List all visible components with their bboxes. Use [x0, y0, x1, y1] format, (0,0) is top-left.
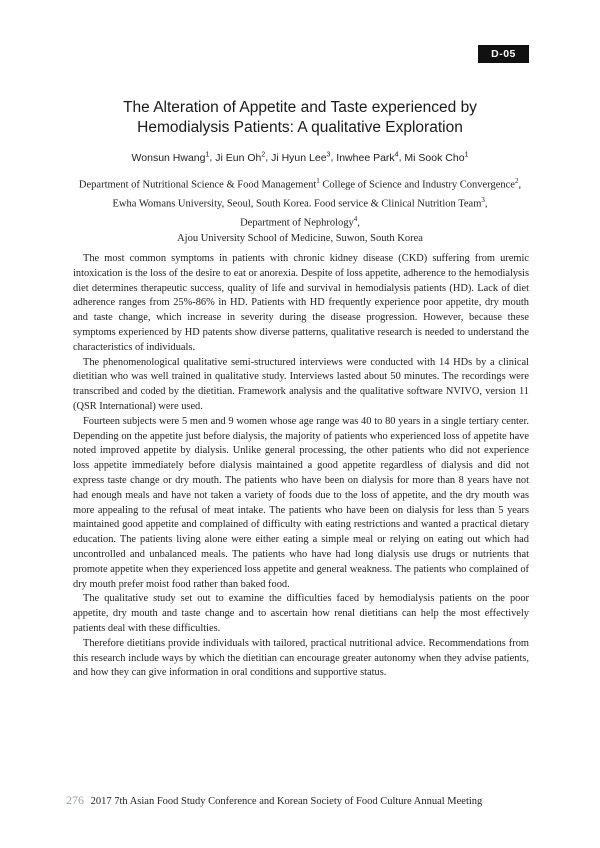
author: Ji Eun Oh$^2$ [215, 151, 266, 164]
paragraph: Therefore dietitians provide individuals with tailored, practical nutritional advice. Recommendations from this research include ways by which the dietitian can encourage greater autonomy when they advise patients, and how they can give information in oral conditions and supportive status. [73, 637, 529, 679]
title-line-2: Hemodialysis Patients: A qualitative Exploration [137, 119, 463, 136]
paragraph: The qualitative study set out to examine the difficulties faced by hemodialysis patients on the poor appetite, dry mouth and taste change and to ascertain how renal dietitians can help the most effectively patients deal with these difficulties. [73, 593, 529, 634]
paragraph: The most common symptoms in patients with chronic kidney disease (CKD) suffering from uremic intoxication is the loss of the desire to eat or anorexia. Despite of loss appetite, adherence to the hemodialysis diet determines therapeutic success, quality of life and survival in hemodialysis patients (HD). Lack of diet adherence ranges from 25%-86% in HD. Patients with HD frequently experience poor appetite, dry mouth and taste change, which increase in severity during the disease progression. However, because these symptoms experienced by HD patents show diverse patterns, qualitative research is needed to understand the characteristics of individuals. [73, 253, 529, 353]
affiliation-line: Ewha Womans University, Seoul, South Korea. Food service & Clinical Nutrition Team$^3$, [112, 196, 488, 210]
affiliations [60, 174, 540, 247]
paper-title [60, 98, 540, 138]
affiliation-line: Department of Nutritional Science & Food Management$^1$ College of Science and Industry Convergence$^2$, [78, 177, 522, 191]
author: Inwhee Park$^4$ [336, 151, 399, 164]
footer-text: 2017 7th Asian Food Study Conference and Korean Society of Food Culture Annual Meeting [90, 796, 483, 807]
affiliation-line: Department of Nephrology$^4$, [240, 215, 360, 229]
page-number: 276 [66, 793, 84, 807]
affiliation-line: Ajou University School of Medicine, Suwon, South Korea [177, 233, 423, 244]
paragraph: Fourteen subjects were 5 men and 9 women whose age range was 40 to 80 years in a single tertiary center. Depending on the appetite just before dialysis, the majority of patients who experienced loss of appetite have noted improved appetite by dialysis. Unlike general processing, the other patients who did not experience loss appetite immediately before dialysis maintained a good appetite regardless of dialysis and did not express taste change or dry mouth. The patients who have been on dialysis for more than 8 years have not had enough meals and have not taken a variety of foods due to the loss of appetite, and the dry mouth was more appealing to the refusal of meat intake. The patients who have been on dialysis for less than 5 years maintained good appetite and complained of difficulty with eating restrictions and wanted a practical dietary education. The patients living alone were either eating a simple meal or relying on eating out which had uncontrolled and unbalanced meals. The patients who have had long dialysis use drugs or nutrients that promote appetite when they experienced loss appetite and general weakness. The patients who complained of dry mouth prefer moist food rather than baked food. [73, 415, 529, 590]
author: Wonsun Hwang$^1$ [131, 151, 210, 164]
title-line-1: The Alteration of Appetite and Taste experienced by [123, 99, 477, 116]
page-footer [66, 793, 536, 808]
session-badge: D-05 [478, 45, 529, 63]
paragraph: The phenomenological qualitative semi-structured interviews were conducted with 14 HDs by a clinical dietitian who was well trained in qualitative study. Interviews lasted about 50 minutes. The recordings were transcribed and coded by the dietitian. Framework analysis and the qualitative software NVIVO, version 11 (QSR International) were used. [73, 356, 529, 412]
author: Ji Hyun Lee$^3$ [271, 151, 331, 164]
abstract-body [73, 252, 529, 681]
author-list: Wonsun Hwang$^1$, Ji Eun Oh$^2$, Ji Hyun Lee$^3$, Inwhee Park$^4$, Mi Sook Cho$^1$ [131, 151, 469, 164]
author: Mi Sook Cho$^1$ [404, 151, 469, 164]
